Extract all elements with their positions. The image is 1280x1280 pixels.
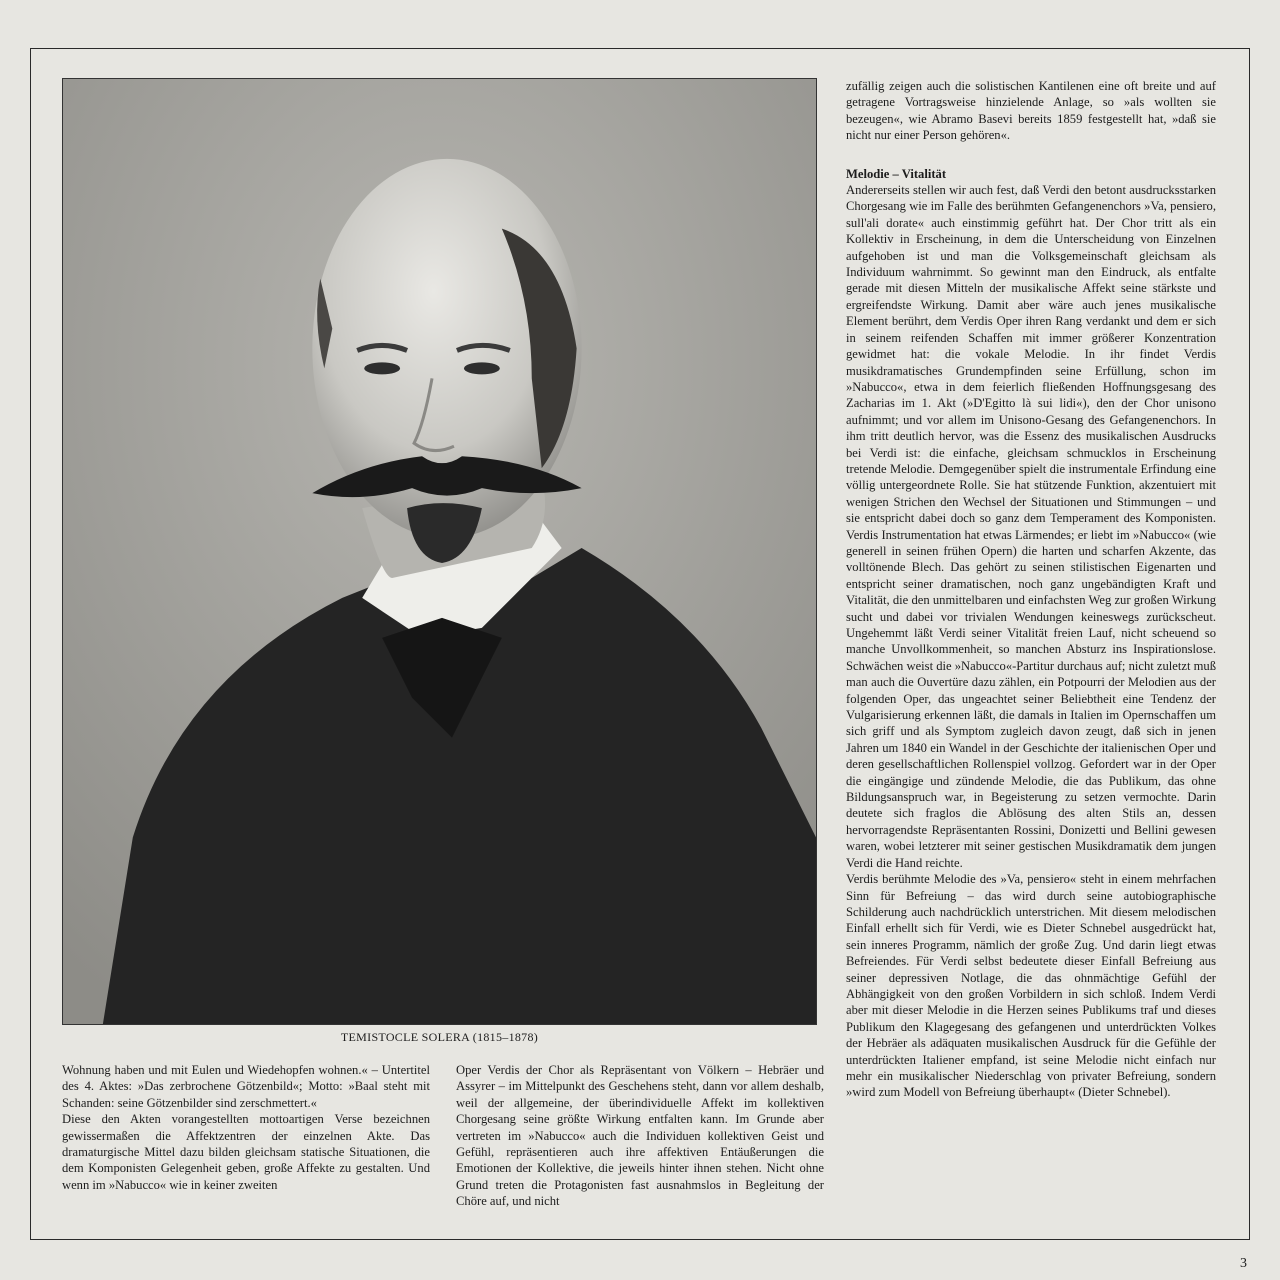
left-paragraph-2: Diese den Akten vorangestellten mottoartigen Verse bezeichnen gewissermaßen die Affektzentren der einzelnen Akte. Das dramaturgische Mittel dazu bilden gleichsam statische Situationen, die dem Komponisten Gelegenheit geben, große Affekte zu gestalten. Und wenn im »Nabucco« wie in keiner zweiten — [62, 1112, 430, 1192]
right-intro-paragraph: zufällig zeigen auch die solistischen Kantilenen eine oft breite und auf getragene Vortragsweise hinzielende Anlage, so »als wollten sie bezeugen«, wie Abramo Basevi bereits 1859 festgestellt hat, »daß sie nicht nur einer Person gehören«. — [846, 79, 1216, 143]
left-paragraph-1: Wohnung haben und mit Eulen und Wiedehopfen wohnen.« – Untertitel des 4. Aktes: »Das zerbrochene Götzenbild«; Motto: »Baal steht mit Schanden: seine Götzenbilder sind zerschmettert.« — [62, 1063, 430, 1110]
section-heading: Melodie – Vitalität — [846, 166, 947, 181]
portrait-photo — [62, 78, 817, 1025]
right-paragraph-2: Verdis berühmte Melodie des »Va, pensiero« steht in einem mehrfachen Sinn für Befreiung – das wird durch seine autobiographische Schilderung auch nachdrücklich unterstrichen. Mit diesem melodischen Einfall erhellt sich für Verdi, wie es Dieter Schnebel ausgedrückt hat, sein inneres Programm, nämlich der große Zug. Und darin liegt etwas Befreiendes. Für Verdi selbst bedeutete dieser Einfall Befreiung aus seiner depressiven Notlage, die das ohnmächtige Gefühl der Abhängigkeit von den großen Vorbildern in sich schloß. Indem Verdi aber mit dieser Melodie in die Herzen seines Publikums traf und dieses Publikum den Klagegesang des gefangenen und unterdrückten Volkes der Hebräer als adäquaten musikalischen Ausdruck für die Gefühle der unterdrückten Italiener empfand, ist seine Melodie nicht einfach nur mehr ein musikalischer Niederschlag von privater Befreiung, sondern »wird zum Modell von Befreiung überhaupt« (Dieter Schnebel). — [846, 872, 1216, 1100]
photo-caption: TEMISTOCLE SOLERA (1815–1878) — [340, 1030, 539, 1044]
middle-paragraph-1: Oper Verdis der Chor als Repräsentant von Völkern – Hebräer und Assyrer – im Mittelpunkt des Geschehens steht, dann vor allem deshalb, weil der allgemeine, der überindividuelle Affekt im kollektiven Chorgesang seine größte Wirkung entfalten kann. Im Grunde aber vertreten im »Nabucco« auch die Individuen kollektiven Geist und Gefühl, repräsentieren auch ihre affektiven Entäußerungen die Emotionen der Kollektive, die jeweils hinter ihnen stehen. Nicht ohne Grund treten die Protagonisten fast ausnahmslos in Begleitung der Chöre auf, und nicht — [456, 1063, 824, 1209]
left-text-column — [62, 1062, 430, 1193]
portrait-illustration — [63, 79, 816, 1024]
right-paragraph-1: Andererseits stellen wir auch fest, daß Verdi den betont ausdrucksstarken Chorgesang wie im Falle des berühmten Gefangenenchors »Va, pensiero, sull'ali dorate« auch einstimmig geführt hat. Der Chor tritt als ein Kollektiv in Erscheinung, in dem die Unterscheidung von Einzelnen aufgehoben ist und man die Volksgemeinschaft gleichsam als Individuum wahrnimmt. So gewinnt man den Eindruck, als entfalte gerade mit diesen Mitteln der musikalische Affekt seine stärkste und ergreifendste Wirkung. Damit aber wäre auch jenes musikalische Element berührt, dem Verdis Oper ihren Rang verdankt und dem er sich in seinem reifenden Schaffen mit immer größerer Konzentration gewidmet hat: die vokale Melodie. In ihr findet Verdis musikdramatisches Grundempfinden seine Erfüllung, schon im »Nabucco«, etwa in dem feierlich fließenden Hoffnungsgesang des Zacharias im 1. Akt (»D'Egitto là sui lidi«), den der Chor unisono aufnimmt; und vor allem im Unisono-Gesang des Gefangenenchors. In ihm tritt deutlich hervor, was die Essenz des musikalischen Ausdrucks bei Verdi ist: die einfache, gleichsam schmucklos in Erscheinung tretende Melodie. Demgegenüber spielt die instrumentale Erfindung eine völlig untergeordnete Rolle. Sie hat stützende Funktion, akzentuiert mit wenigen Strichen den Wechsel der Situationen und Stimmungen – und sie entspricht dabei doch so ganz dem Temperament des Komponisten. Verdis Instrumentation hat etwas Lärmendes; er liebt im »Nabucco« (wie generell in seinen frühen Opern) die harten und scharfen Akzente, das volltönende Blech. Das gehört zu seinen stilistischen Eigenarten und entspricht seiner dramatischen, noch ganz ungebändigten Kraft und Vitalität, die den unmittelbaren und einfachsten Weg zur großen Wirkung sucht und dabei vor trivialen Wendungen keineswegs zurückscheut. Ungehemmt läßt Verdi seiner Vitalität freien Lauf, nicht scheuend so manche Unvollkommenheit, so manchen Absturz ins Inspirationslose. Schwächen weist die »Nabucco«-Partitur durchaus auf; nicht zuletzt muß man auch die Ouvertüre dazu zählen, ein Potpourri der Melodien aus der folgenden Oper, das ungeachtet seiner Beliebtheit eine Tendenz der Vulgarisierung erkennen läßt, die damals in Italien im Opernschaffen um sich griff und als Symptom zugleich davon zeugt, daß sich in jenen Jahren um 1840 ein Wandel in der Geschichte der italienischen Oper und deren gesellschaftlichen Rollenspiel vollzog. Gefordert war in der Oper die eingängige und zündende Melodie, die das Publikum, das ohne Bildungsanspruch war, in Begeisterung zu setzen vermochte. Darin deutete sich fraglos die Ablösung des alten Stils an, dessen hervorragendste Repräsentanten Rossini, Donizetti und Bellini gewesen waren, wobei letzterer mit seiner gestischen Musikdramatik dem jungen Verdi die Hand reichte. — [846, 183, 1216, 870]
page-number: 3 — [1240, 1256, 1247, 1271]
middle-text-column — [456, 1062, 824, 1210]
right-text-column — [846, 78, 1216, 1101]
